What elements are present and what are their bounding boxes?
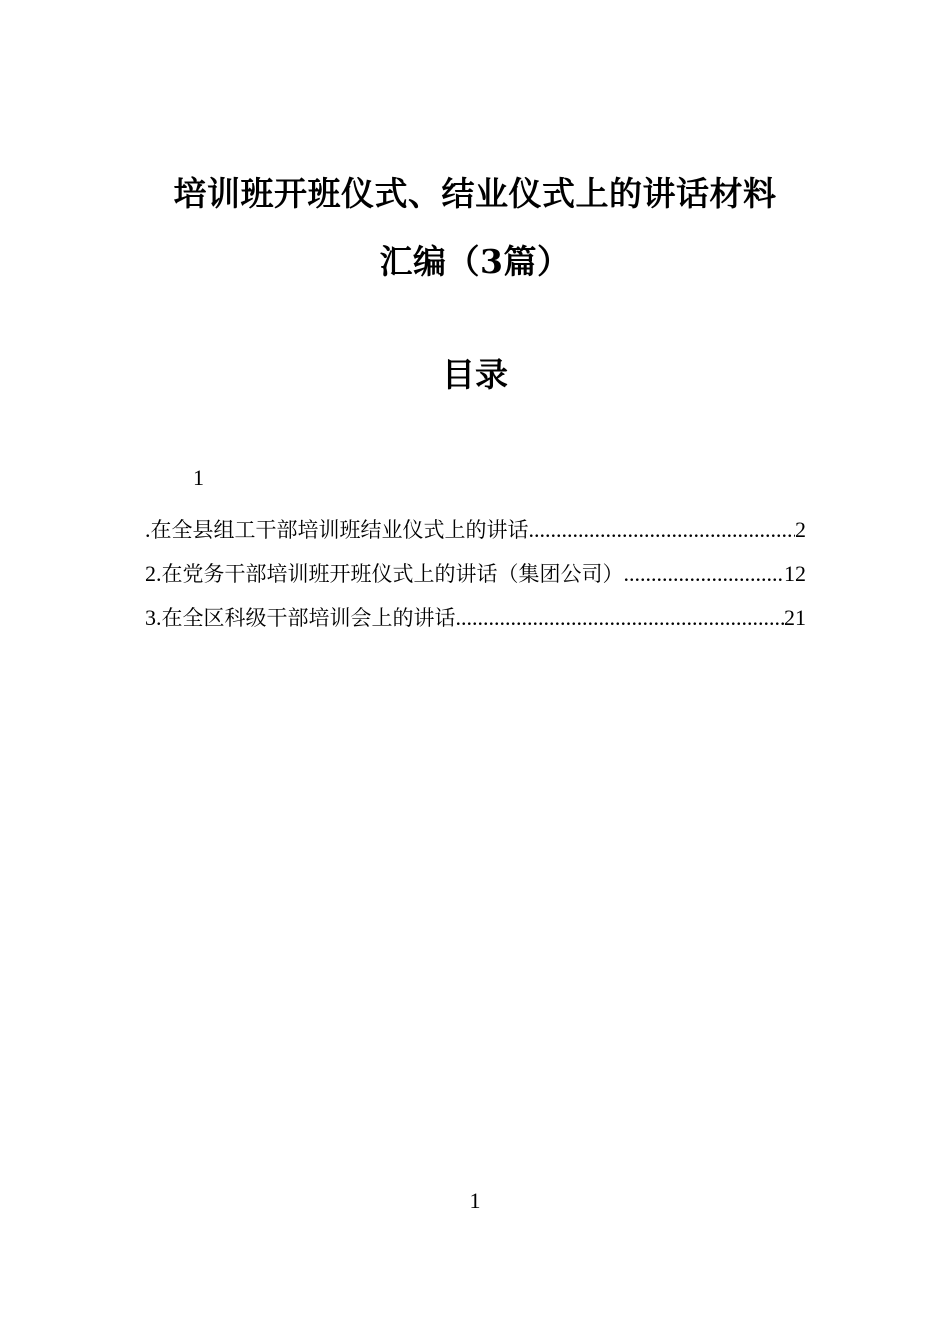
document-title-line-1: 培训班开班仪式、结业仪式上的讲话材料 — [173, 174, 777, 213]
toc-wrapped-number: 1 — [193, 465, 204, 490]
toc-entry-1[interactable] — [145, 508, 806, 552]
toc-entry-3[interactable] — [145, 596, 806, 640]
toc-entry-prefix: 3. — [145, 605, 162, 630]
toc-entry-prefix: 2. — [145, 561, 162, 586]
toc-entry-title[interactable]: 在党务干部培训班开班仪式上的讲话（集团公司） — [161, 562, 624, 586]
toc-leader-dots — [456, 596, 785, 640]
toc-entry-2[interactable] — [145, 552, 806, 596]
document-title-line-2: 汇编（3篇） — [379, 242, 571, 281]
toc-entry-page: 2 — [795, 517, 806, 542]
page-number: 1 — [469, 1188, 481, 1213]
toc-leader-dots — [529, 508, 796, 552]
toc-entry-prefix: . — [145, 517, 151, 542]
toc-entry-title[interactable]: 在全区科级干部培训会上的讲话 — [161, 606, 456, 630]
table-of-contents — [145, 508, 806, 640]
toc-entry-title[interactable]: 在全县组工干部培训班结业仪式上的讲话 — [150, 518, 529, 542]
toc-entry-page: 21 — [784, 605, 806, 630]
toc-leader-dots — [624, 552, 785, 596]
toc-entry-page: 12 — [784, 561, 806, 586]
toc-heading: 目录 — [442, 355, 508, 394]
